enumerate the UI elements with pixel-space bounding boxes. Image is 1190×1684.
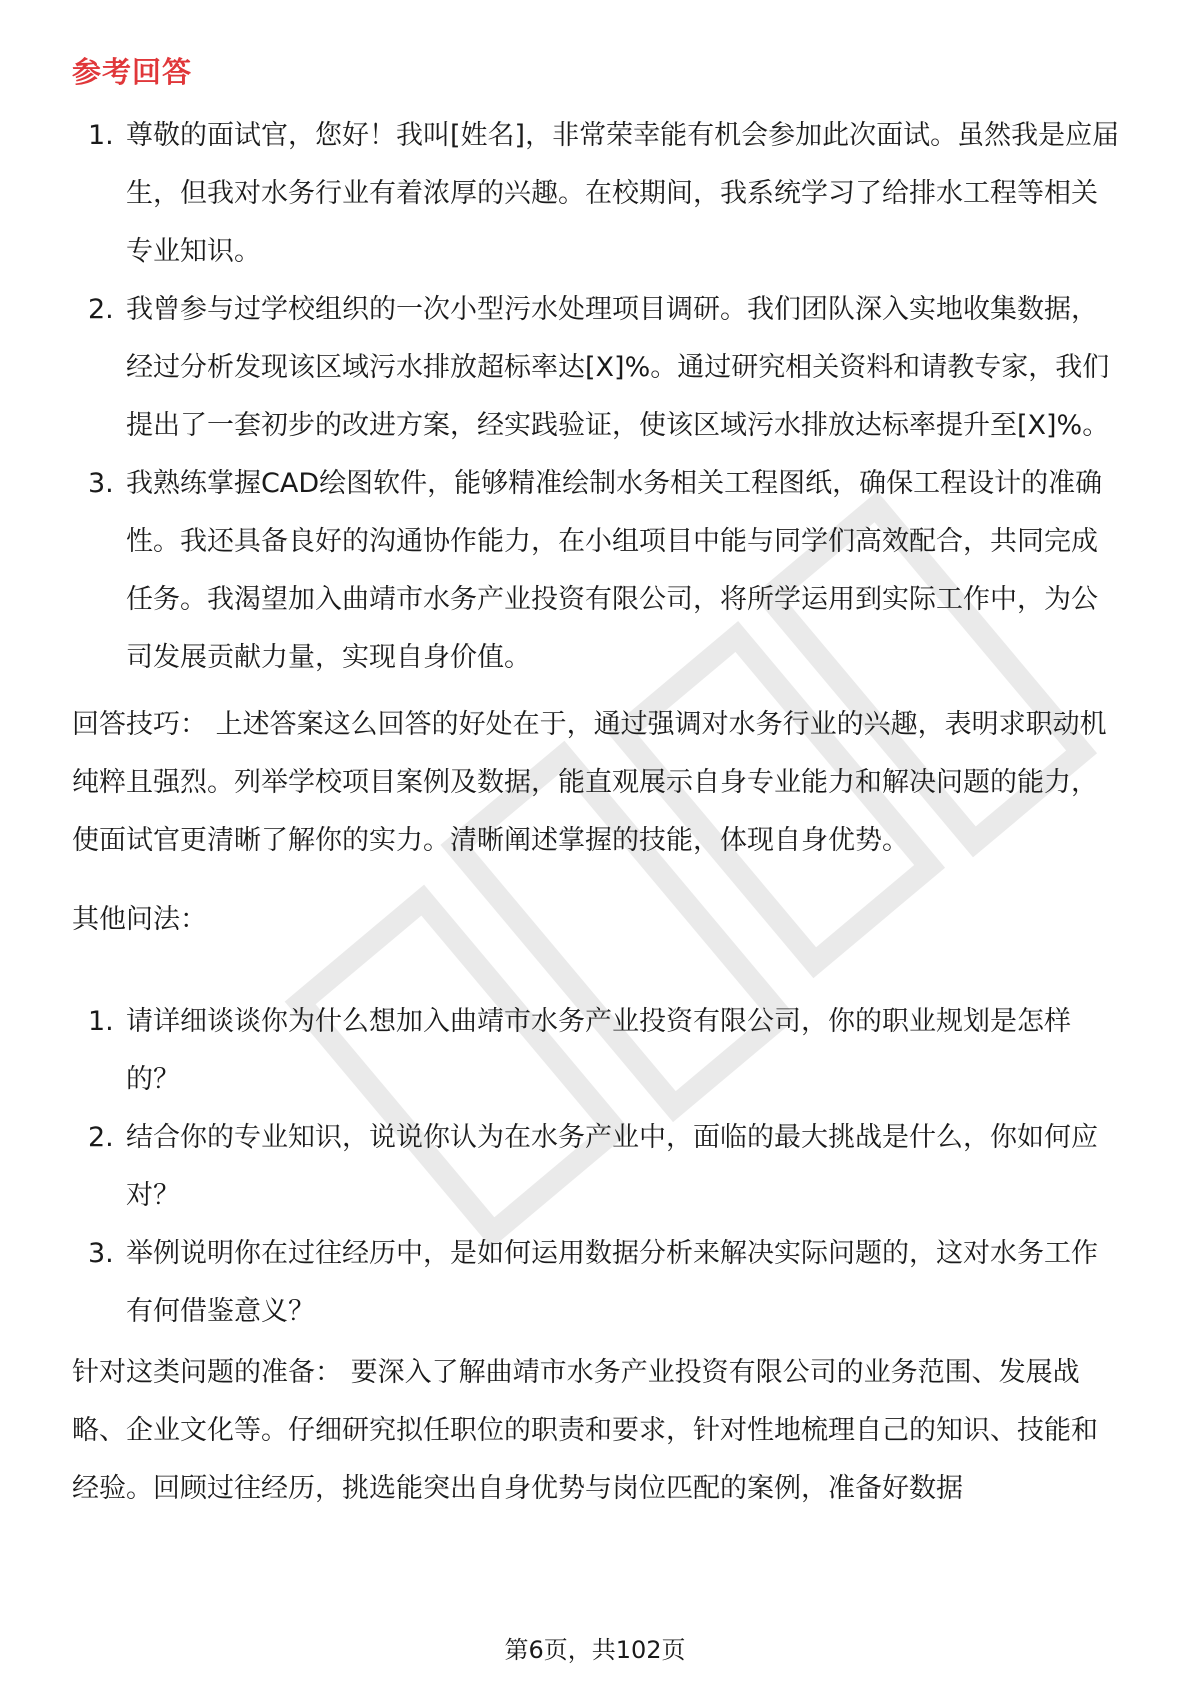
- other-question-text: 结合你的专业知识，说说你认为在水务产业中，面临的最大挑战是什么，你如何应对？: [126, 1122, 1098, 1211]
- answer-item: [72, 107, 1122, 281]
- answer-item: [72, 455, 1122, 687]
- section-title: 参考回答: [72, 55, 193, 89]
- answer-item-number: 1.: [88, 120, 114, 151]
- page-number-footer: 第6页，共102页: [504, 1636, 686, 1664]
- answer-tips: 回答技巧： 上述答案这么回答的好处在于，通过强调对水务行业的兴趣，表明求职动机纯粹且强烈。列举学校项目案例及数据，能直观展示自身专业能力和解决问题的能力，使面试官更清晰了解你的实力。清晰阐述掌握的技能，体现自身优势。: [72, 709, 1107, 856]
- other-question-number: 1.: [88, 1006, 114, 1037]
- other-question-item: [72, 993, 1122, 1109]
- other-question-item: [72, 1225, 1122, 1341]
- other-question-item: [72, 1109, 1122, 1225]
- other-question-text: 举例说明你在过往经历中，是如何运用数据分析来解决实际问题的，这对水务工作有何借鉴意义？: [126, 1238, 1098, 1327]
- other-questions-heading: 其他问法：: [72, 904, 207, 935]
- answer-list: [72, 107, 1122, 687]
- other-question-number: 3.: [88, 1238, 114, 1269]
- answer-item-text: 尊敬的面试官，您好！我叫[姓名]，非常荣幸能有机会参加此次面试。虽然我是应届生，但我对水务行业有着浓厚的兴趣。在校期间，我系统学习了给排水工程等相关专业知识。: [126, 120, 1120, 267]
- answer-item-number: 2.: [88, 294, 114, 325]
- answer-item-number: 3.: [88, 468, 114, 499]
- answer-item: [72, 281, 1122, 455]
- other-question-number: 2.: [88, 1122, 114, 1153]
- preparation-paragraph: 针对这类问题的准备： 要深入了解曲靖市水务产业投资有限公司的业务范围、发展战略、企业文化等。仔细研究拟任职位的职责和要求，针对性地梳理自己的知识、技能和经验。回顾过往经历，挑选能突出自身优势与岗位匹配的案例，准备好数据: [72, 1357, 1098, 1504]
- other-question-text: 请详细谈谈你为什么想加入曲靖市水务产业投资有限公司，你的职业规划是怎样的？: [126, 1006, 1071, 1095]
- other-questions-list: [72, 993, 1122, 1341]
- answer-item-text: 我曾参与过学校组织的一次小型污水处理项目调研。我们团队深入实地收集数据，经过分析发现该区域污水排放超标率达[X]%。通过研究相关资料和请教专家，我们提出了一套初步的改进方案，经实践验证，使该区域污水排放达标率提升至[X]%。: [126, 294, 1110, 441]
- answer-item-text: 我熟练掌握CAD绘图软件，能够精准绘制水务相关工程图纸，确保工程设计的准确性。我还具备良好的沟通协作能力，在小组项目中能与同学们高效配合，共同完成任务。我渴望加入曲靖市水务产业投资有限公司，将所学运用到实际工作中，为公司发展贡献力量，实现自身价值。: [126, 468, 1103, 673]
